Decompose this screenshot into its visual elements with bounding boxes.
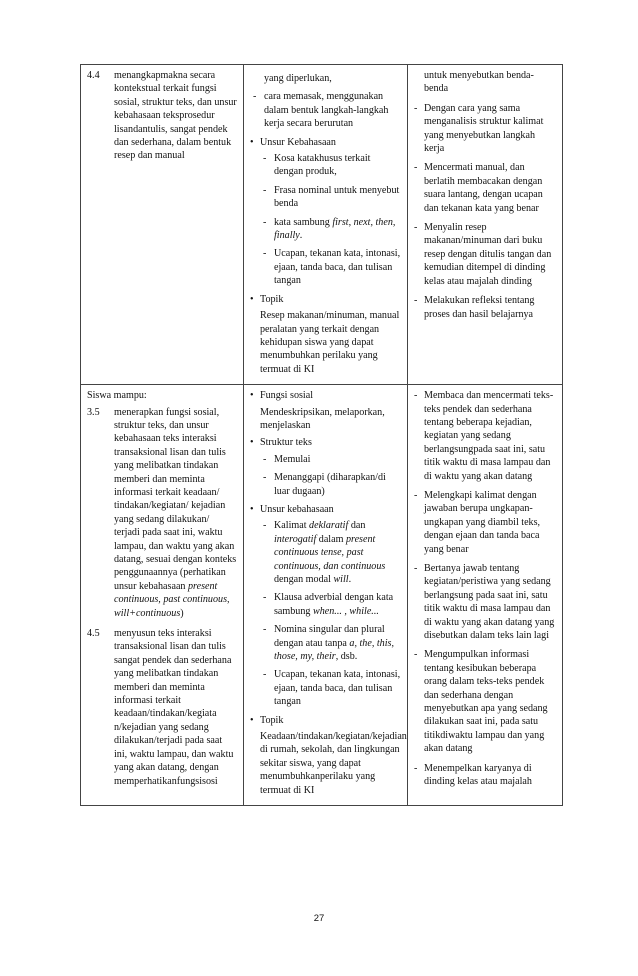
- list-item: - cara memasak, menggunakan dalam bentuk langkah-langkah kerja secara berurutan: [252, 90, 401, 130]
- topik-text: Resep makanan/minuman, manual peralatan yang terkait dengan kehidupan siswa yang dapat menumbuhkan perilaku yang termuat di KI: [260, 310, 400, 375]
- section-title: Fungsi sosial: [260, 390, 314, 402]
- text-run: Kalimat: [274, 520, 310, 532]
- italic-run: when... , while...: [312, 605, 379, 617]
- materi-list: [250, 389, 407, 797]
- list-item: - Bertanya jawab tentang kegiatan/peristiwa yang sedang berlangsung pada saat ini, satu titik waktu di masa lampau dan di waktu yang akan datang yang disebutkan dalam teks lain lagi: [414, 562, 556, 642]
- kegiatan-cell: [408, 65, 563, 385]
- italic-run: first, next, then, finally: [274, 216, 396, 242]
- list-item: untuk menyebutkan benda-benda: [424, 70, 534, 95]
- italic-run: present continuous tense, past continuous, dan continuous: [274, 533, 386, 572]
- unsur-list: [260, 519, 401, 708]
- text-run: Nomina singular dan plural dengan atau tanpa: [274, 624, 385, 649]
- text-run: dalam: [316, 533, 346, 545]
- italic-run: present continuous, past continuous, will+continuous: [114, 580, 230, 619]
- kd-item: [87, 69, 237, 163]
- table-row: [81, 385, 563, 806]
- text-run: dengan modal: [274, 574, 334, 585]
- intro-text: Siswa mampu:: [87, 390, 147, 402]
- list-item: - Menempelkan karyanya di dinding kelas atau majalah: [414, 762, 556, 789]
- materi-cell: [244, 65, 408, 385]
- list-item: yang diperlukan,: [264, 73, 332, 84]
- italic-run: interogatif: [274, 533, 317, 545]
- list-item: - Frasa nominal untuk menyebut benda: [262, 184, 401, 211]
- unsur-list: [260, 152, 401, 288]
- materi-section: [250, 293, 401, 376]
- materi-section: [250, 136, 401, 288]
- struktur-list: [250, 72, 401, 131]
- kd-item: [87, 627, 237, 788]
- list-item: - Mencermati manual, dan berlatih membacakan dengan suara lantang, dengan ucapan dan tekanan kata yang benar: [414, 161, 556, 215]
- struktur-list: [260, 453, 401, 498]
- syllabus-table: [80, 64, 563, 806]
- text-run: .: [348, 574, 352, 585]
- text-run: .: [299, 230, 303, 242]
- section-title: Topik: [260, 293, 284, 305]
- materi-list: [250, 136, 401, 377]
- list-item: - Menanggapi (diharapkan/di luar dugaan): [262, 471, 401, 498]
- list-item: - Melengkapi kalimat dengan jawaban berupa ungkapan-ungkapan yang diambil teks, dengan ejaan dan tanda baca yang benar: [414, 489, 556, 556]
- kd-number: 4.5: [87, 628, 100, 640]
- list-item: - Membaca dan mencermati teks-teks pendek dan sederhana tentang beberapa kejadian, kegiatan yang sedang berlangsungpada saat ini, satu titik waktu di masa lampau dan di waktu yang akan datang: [414, 389, 556, 483]
- kd-item: [87, 406, 237, 621]
- list-item: - Ucapan, tekanan kata, intonasi, ejaan, tanda baca, dan tulisan tangan: [262, 247, 401, 287]
- materi-cell: [244, 385, 408, 806]
- text-run: Klausa adverbial dengan kata sambung: [274, 592, 394, 617]
- text-run: kata sambung: [274, 216, 333, 228]
- list-item: - Dengan cara yang sama menganalisis struktur kalimat yang menyebutkan langkah kerja: [414, 102, 556, 156]
- kd-text: menyusun teks interaksi transaksional lisan dan tulis sangat pendek dan sederhana yang melibatkan tindakan memberi dan meminta informasi terkait keadaan/tindakan/kegiata n/kejadian yang sedang dilakukan/terjadi pada saat ini, waktu lampau, dan waktu yang akan datang, dengan memperhatikanfungsisosi: [114, 628, 234, 787]
- page-number: 27: [313, 913, 325, 924]
- section-title: Unsur kebahasaan: [260, 503, 334, 515]
- materi-section: [250, 503, 401, 709]
- kegiatan-cell: [408, 385, 563, 806]
- kegiatan-list: [414, 69, 556, 321]
- list-item: [262, 216, 401, 243]
- italic-run: a, the, this, those, my, their: [274, 637, 394, 663]
- list-item: [262, 591, 401, 618]
- materi-section: [250, 714, 407, 797]
- materi-section: [250, 436, 401, 498]
- list-item: - Melakukan refleksi tentang proses dan hasil belajarnya: [414, 294, 556, 321]
- materi-section: [250, 389, 401, 432]
- list-item: [262, 623, 401, 663]
- kd-text: menangkapmakna secara kontekstual terkait fungsi sosial, struktur teks, dan unsur kebahasaan teksprosedur lisandantulis, sangat pendek dan sederhana, dalam bentuk resep dan manual: [114, 70, 237, 162]
- topik-text: Keadaan/tindakan/kegiatan/kejadian di rumah, sekolah, dan lingkungan sekitar siswa, yang dapat menumbuhkanperilaku yang termuat di KI: [260, 731, 407, 796]
- italic-run: deklaratif: [309, 520, 349, 532]
- table-row: [81, 65, 563, 385]
- kd-cell: [81, 65, 244, 385]
- kd-number: 4.4: [87, 70, 100, 81]
- text-run: , dsb.: [335, 651, 358, 663]
- list-item: [262, 519, 401, 586]
- kd-text: [114, 406, 237, 621]
- text-run: ): [180, 607, 184, 619]
- list-item: - Memulai: [262, 453, 401, 466]
- section-title: Struktur teks: [260, 437, 312, 449]
- italic-run: will: [333, 574, 349, 585]
- kegiatan-list: [414, 389, 556, 788]
- fungsi-text: Mendeskripsikan, melaporkan, menjelaskan: [260, 406, 385, 431]
- text-run: dan: [348, 520, 366, 532]
- list-item: - Menyalin resep makanan/minuman dari buku resep dengan ditulis tangan dan kemudian ditempel di dinding kelas atau majalah dinding: [414, 221, 556, 288]
- list-item: - Kosa katakhusus terkait dengan produk,: [262, 152, 401, 179]
- section-title: Unsur Kebahasaan: [260, 136, 336, 148]
- list-item: - Ucapan, tekanan kata, intonasi, ejaan, tanda baca, dan tulisan tangan: [262, 668, 401, 708]
- list-item: - Mengumpulkan informasi tentang kesibukan beberapa orang dalam teks-teks pendek dan sederhana dengan menyebutkan apa yang sedang dilakukan saat ini, pada satu titikdiwaktu lampau dan yang akan datang: [414, 648, 556, 755]
- kd-number: 3.5: [87, 406, 100, 418]
- kd-cell: [81, 385, 244, 806]
- text-run: menerapkan fungsi sosial, struktur teks, dan unsur kebahasaan teks interaksi transaksional lisan dan tulis yang melibatkan tindakan memberi dan meminta informasi terkait keadaan/ tindakan/kegiatan/ kejadian yang sedang dilakukan/ terjadi pada saat ini, waktu lampau, dan waktu yang akan datang, sesuai dengan konteks penggunaannya (perhatikan unsur kebahasaan: [114, 406, 237, 592]
- section-title: Topik: [260, 714, 284, 726]
